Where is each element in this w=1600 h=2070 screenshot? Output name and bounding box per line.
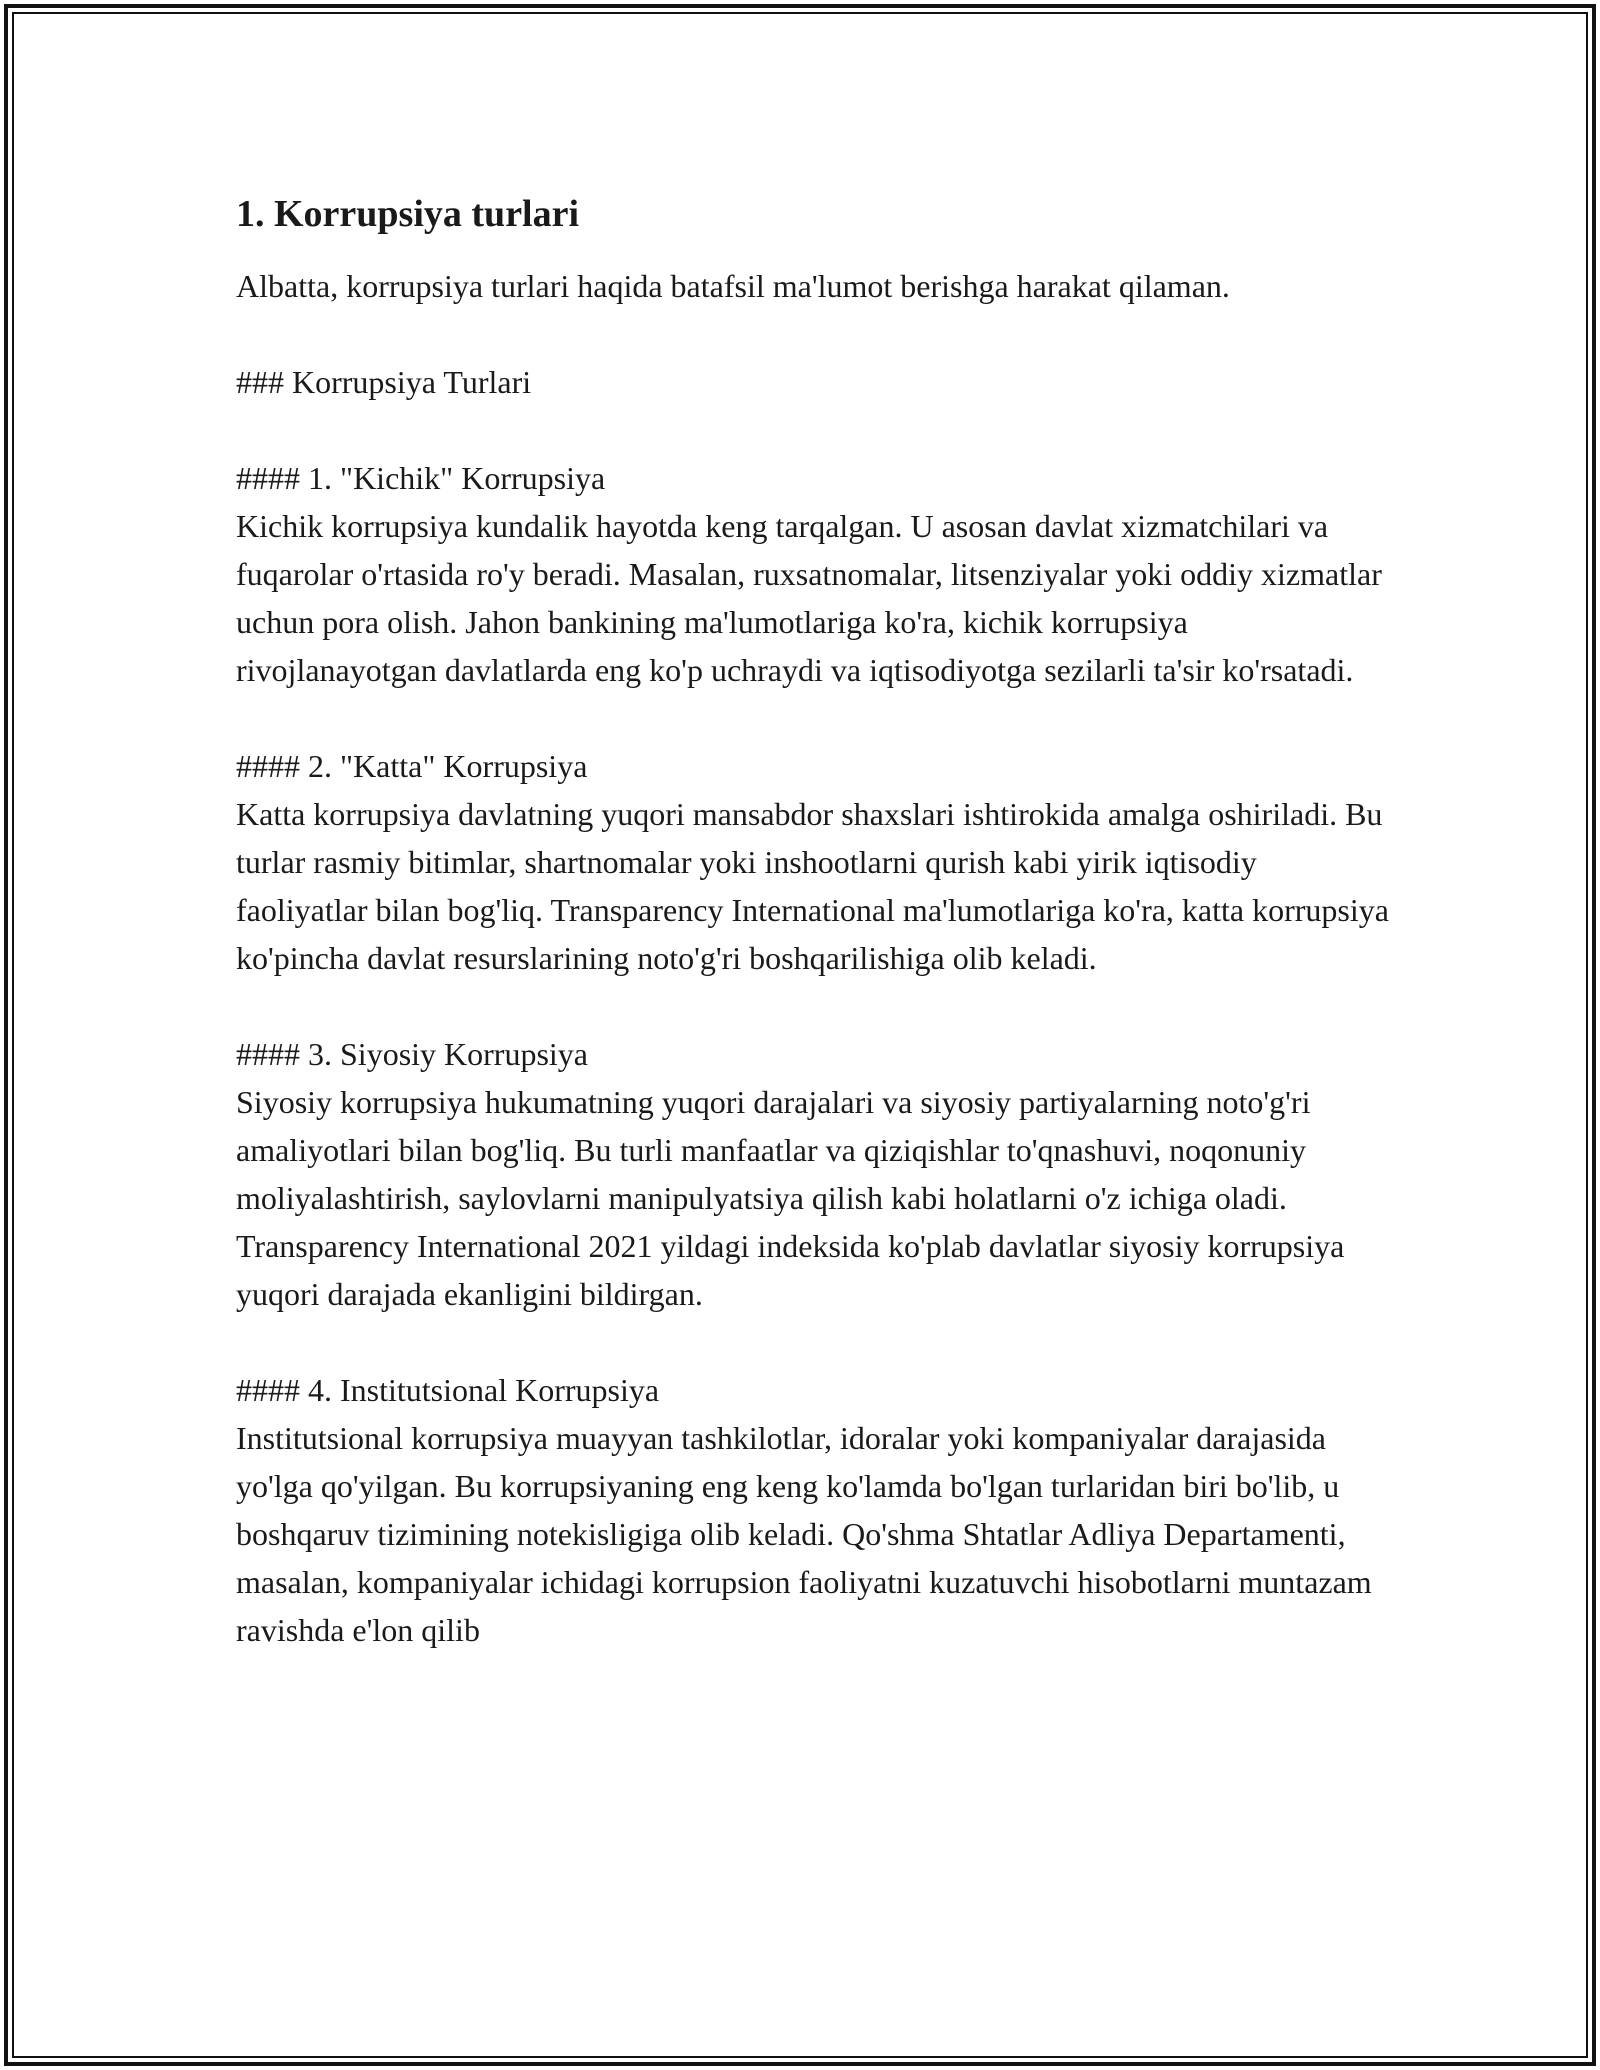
section-body-2: Katta korrupsiya davlatning yuqori mansabdor shaxslari ishtirokida amalga oshiriladi. Bu turlar rasmiy bitimlar, shartnomalar yoki inshootlarni qurish kabi yirik iqtisodiy faoliyatlar bilan bog'liq. Transparency International ma'lumotlariga ko'ra, katta korrupsiya ko'pincha davlat resurslarining noto'g'ri boshqarilishiga olib keladi.	[236, 796, 1389, 976]
section-block-3	[236, 1030, 1396, 1318]
section-body-1: Kichik korrupsiya kundalik hayotda keng tarqalgan. U asosan davlat xizmatchilari va fuqarolar o'rtasida ro'y beradi. Masalan, ruxsatnomalar, litsenziyalar yoki oddiy xizmatlar uchun pora olish. Jahon bankining ma'lumotlariga ko'ra, kichik korrupsiya rivojlanayotgan davlatlarda eng ko'p uchraydi va iqtisodiyotga sezilarli ta'sir ko'rsatadi.	[236, 508, 1382, 688]
intro-paragraph: Albatta, korrupsiya turlari haqida batafsil ma'lumot berishga harakat qilaman.	[236, 268, 1230, 304]
section-heading-1: #### 1. "Kichik" Korrupsiya	[236, 460, 606, 496]
section-heading-2: #### 2. "Katta" Korrupsiya	[236, 748, 588, 784]
section-heading-4: #### 4. Institutsional Korrupsiya	[236, 1372, 660, 1408]
section-heading: ### Korrupsiya Turlari	[236, 364, 532, 400]
section-heading-3: #### 3. Siyosiy Korrupsiya	[236, 1036, 588, 1072]
section-block-2	[236, 742, 1396, 982]
section-block-4	[236, 1366, 1396, 1654]
document-content	[236, 190, 1396, 1702]
section-body-3: Siyosiy korrupsiya hukumatning yuqori darajalari va siyosiy partiyalarning noto'g'ri amaliyotlari bilan bog'liq. Bu turli manfaatlar va qiziqishlar to'qnashuvi, noqonuniy moliyalashtirish, saylovlarni manipulyatsiya qilish kabi holatlarni o'z ichiga oladi. Transparency International 2021 yildagi indeksida ko'plab davlatlar siyosiy korrupsiya yuqori darajada ekanligini bildirgan.	[236, 1084, 1345, 1312]
section-body-4: Institutsional korrupsiya muayyan tashkilotlar, idoralar yoki kompaniyalar darajasida yo'lga qo'yilgan. Bu korrupsiyaning eng keng ko'lamda bo'lgan turlaridan biri bo'lib, u boshqaruv tizimining notekisligiga olib keladi. Qo'shma Shtatlar Adliya Departamenti, masalan, kompaniyalar ichidagi korrupsion faoliyatni kuzatuvchi hisobotlarni muntazam ravishda e'lon qilib	[236, 1420, 1372, 1648]
section-block-1	[236, 454, 1396, 694]
document-title: 1. Korrupsiya turlari	[236, 193, 580, 235]
